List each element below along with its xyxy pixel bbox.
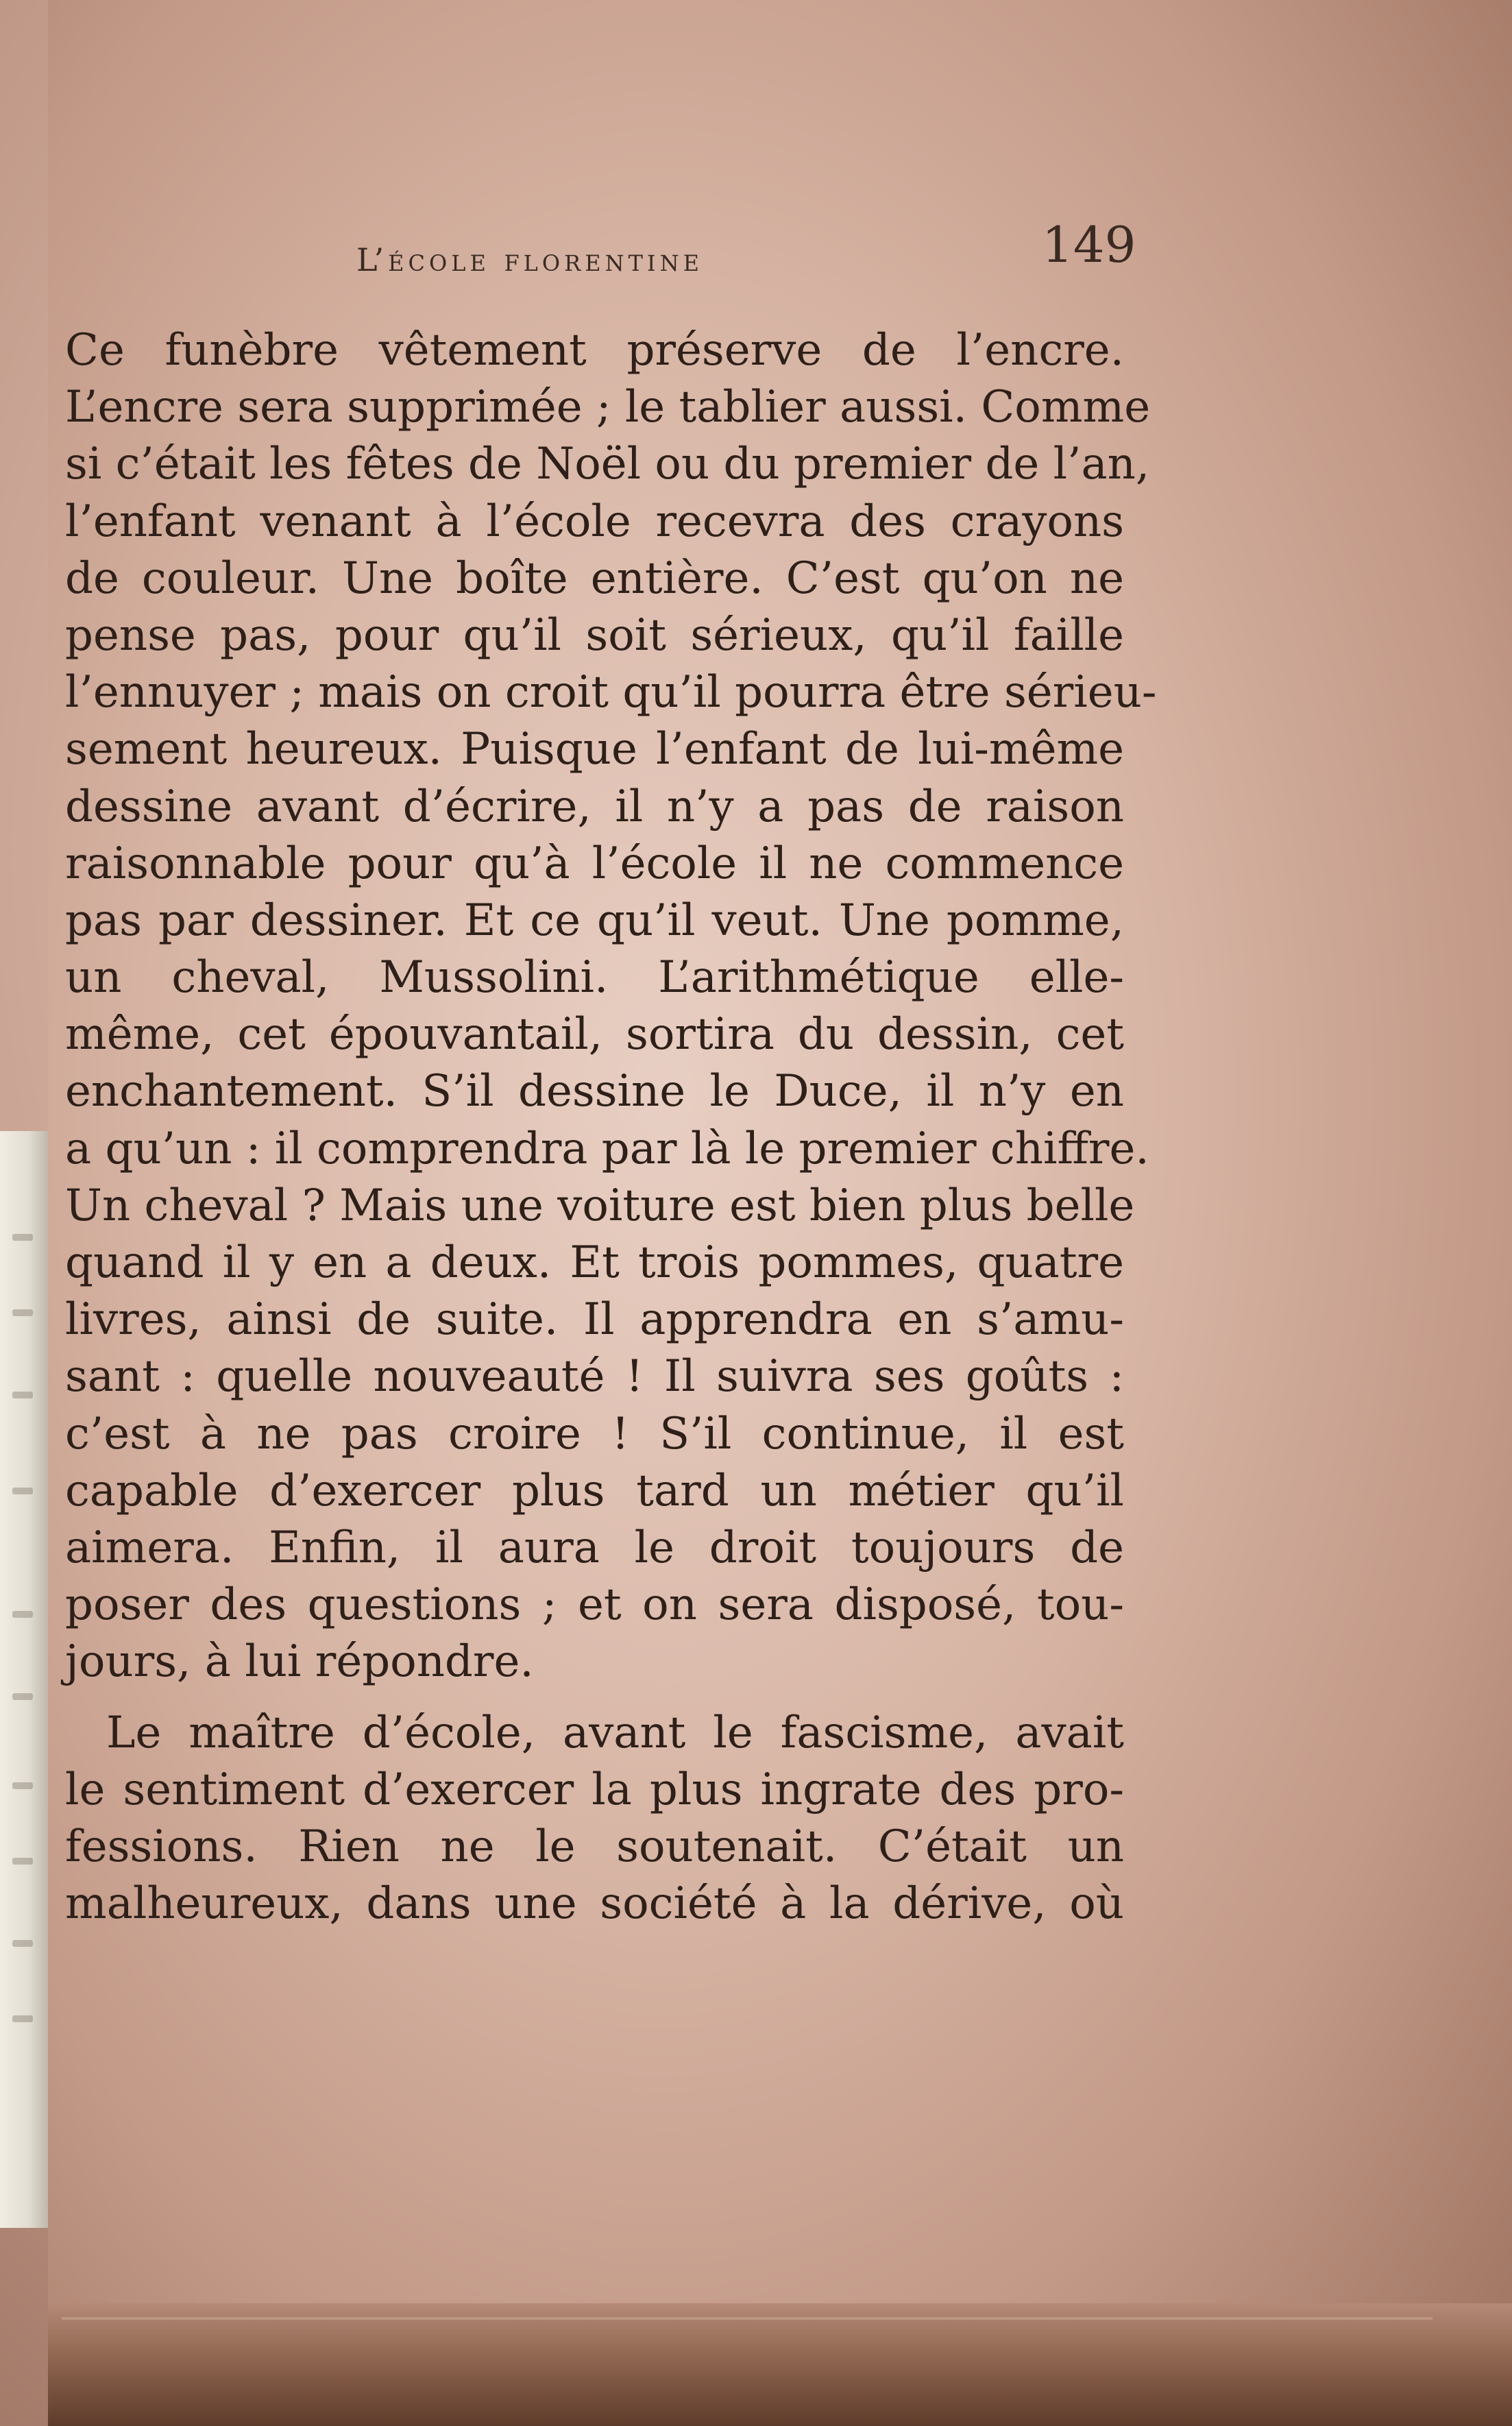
adjacent-page-mark — [12, 1693, 33, 1700]
page-bottom-edge — [48, 2303, 1512, 2426]
adjacent-page-mark — [12, 1488, 33, 1494]
adjacent-page-mark — [12, 1858, 33, 1865]
text-line: livres, ainsi de suite. Il apprendra en s’amu- — [65, 1294, 1124, 1346]
paragraph — [65, 322, 1157, 1691]
page-edge-highlight — [62, 2317, 1432, 2320]
adjacent-page-mark — [12, 1940, 33, 1947]
text-line: jours, à lui répondre. — [65, 1636, 534, 1688]
running-head: L’école florentine — [356, 241, 703, 278]
text-line: fessions. Rien ne le soutenait. C’était un — [65, 1821, 1124, 1872]
text-line: c’est à ne pas croire ! S’il continue, il est — [65, 1408, 1124, 1459]
text-line: poser des questions ; et on sera disposé, tou- — [65, 1579, 1124, 1631]
text-line: l’enfant venant à l’école recevra des crayons — [65, 496, 1124, 547]
text-line: même, cet épouvantail, sortira du dessin, cet — [65, 1009, 1124, 1060]
page-number: 149 — [1042, 216, 1136, 274]
text-line: le sentiment d’exercer la plus ingrate des pro- — [65, 1764, 1124, 1815]
paragraph — [65, 1705, 1124, 1933]
text-line: l’ennuyer ; mais on croit qu’il pourra être sérieu- — [65, 667, 1157, 718]
adjacent-page-mark — [12, 2015, 33, 2022]
text-line: pense pas, pour qu’il soit sérieux, qu’il faille — [65, 609, 1124, 661]
text-line: sement heureux. Puisque l’enfant de lui-même — [65, 724, 1124, 775]
text-line: dessine avant d’écrire, il n’y a pas de raison — [65, 781, 1124, 832]
text-line: malheureux, dans une société à la dérive, où — [65, 1878, 1124, 1930]
text-line: pas par dessiner. Et ce qu’il veut. Une pomme, — [65, 895, 1124, 946]
adjacent-page-mark — [12, 1234, 33, 1241]
text-line: Un cheval ? Mais une voiture est bien plus belle — [65, 1180, 1135, 1231]
text-line: sant : quelle nouveauté ! Il suivra ses goûts : — [65, 1351, 1124, 1403]
text-line: de couleur. Une boîte entière. C’est qu’on ne — [65, 553, 1124, 604]
adjacent-page-mark — [12, 1782, 33, 1789]
adjacent-page-mark — [12, 1611, 33, 1618]
text-line: raisonnable pour qu’à l’école il ne commence — [65, 838, 1124, 889]
text-line: quand il y en a deux. Et trois pommes, quatre — [65, 1237, 1124, 1288]
text-line: enchantement. S’il dessine le Duce, il n’y en — [65, 1066, 1124, 1117]
adjacent-page-edge — [0, 1131, 48, 2228]
text-line: a qu’un : il comprendra par là le premier chiffre. — [65, 1123, 1149, 1174]
adjacent-page-mark — [12, 1309, 33, 1316]
text-line: Ce funèbre vêtement préserve de l’encre. — [65, 325, 1124, 376]
text-line: Le maître d’école, avant le fascisme, avait — [106, 1707, 1124, 1758]
text-line: L’encre sera supprimée ; le tablier aussi. Comme — [65, 382, 1151, 433]
text-line: aimera. Enfin, il aura le droit toujours de — [65, 1522, 1124, 1573]
body-text — [65, 322, 1157, 1932]
text-line: un cheval, Mussolini. L’arithmétique elle- — [65, 952, 1124, 1004]
adjacent-page-mark — [12, 1392, 33, 1398]
paragraph-spacer — [65, 1691, 1124, 1705]
text-line: si c’était les fêtes de Noël ou du premier de l’an, — [65, 439, 1150, 490]
text-line: capable d’exercer plus tard un métier qu’il — [65, 1465, 1124, 1516]
